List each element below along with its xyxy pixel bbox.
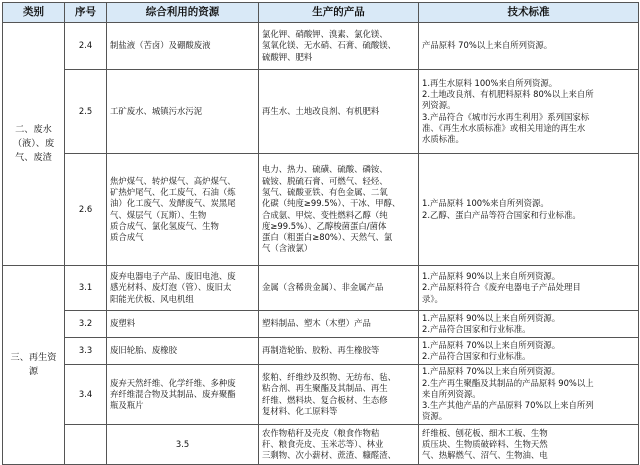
resource-cell xyxy=(107,338,259,365)
product-line: 气、热解燃气、沼气、生物油、电 xyxy=(422,450,548,461)
product-cell xyxy=(259,338,419,365)
row-number: 2.5 xyxy=(65,70,107,154)
resource-cell xyxy=(107,311,259,338)
header-resource: 综合利用的资源 xyxy=(107,3,259,23)
resource-line: 农作物秸秆及壳皮（粮食作物秸 xyxy=(262,427,380,438)
resource-line: 矿热炉尾气、化工废气、石油（炼 xyxy=(110,186,236,197)
product-line: 氢氧化镁、无水硝、石膏、硫酸镁、 xyxy=(262,40,396,51)
standard-cell xyxy=(419,154,639,266)
standard-line: 2.乙醇、蛋白产品等符合国家和行业标准。 xyxy=(422,209,581,220)
product-cell xyxy=(259,23,419,70)
product-line: 再制造轮胎、胶粉、再生橡胶等 xyxy=(262,345,380,356)
product-line: 化碳（纯度≥99.5%）、干冰、甲醇、 xyxy=(262,198,401,209)
product-line: 金属（含稀贵金属）、非金属产品 xyxy=(262,282,384,293)
product-cell xyxy=(259,154,419,266)
standard-line: 产品原料 70%以上来自所列资源。 xyxy=(422,40,553,51)
standard-line: 1.产品原料 100%来自所列资源。 xyxy=(422,198,549,209)
product-line: 硫酸钾、肥料 xyxy=(262,51,313,62)
product-line: 塑料制品、塑木（木塑）产品 xyxy=(262,318,371,329)
standard-line: 1.再生水原料 100%来自所列资源。 xyxy=(422,77,558,88)
table-row xyxy=(3,154,639,266)
row-number: 2.6 xyxy=(65,154,107,266)
table-row xyxy=(3,365,639,425)
category-line: 三、再生资 xyxy=(10,352,57,363)
standard-line: 3.生产其他产品的产品原料 70%以上来自所列 xyxy=(422,400,594,411)
resource-line: 弃纤维混合物及其制品、废弃聚酯 xyxy=(110,388,236,399)
resource-line: 秆、粮食壳皮、玉米芯等）、林业 xyxy=(262,438,384,449)
header-product: 生产的产品 xyxy=(259,3,419,23)
standard-line: 录》。 xyxy=(422,293,443,304)
resource-cell xyxy=(107,365,259,425)
resource-line: 焦炉煤气、转炉煤气、高炉煤气、 xyxy=(110,175,236,186)
product-line: 复材料、化工原料等 xyxy=(262,405,338,416)
resource-cell xyxy=(107,70,259,154)
category-recycled xyxy=(3,266,65,465)
row-number: 3.1 xyxy=(65,266,107,311)
standard-line: 2.产品符合国家和行业标准。 xyxy=(422,351,531,361)
standard-line: 准、《再生水水质标准》或相关用途的再生水 xyxy=(422,122,586,133)
row-number: 3.2 xyxy=(65,311,107,338)
resource-line: 废旧轮胎、废橡胶 xyxy=(110,345,177,356)
standard-cell xyxy=(419,338,639,365)
resource-cell xyxy=(107,23,259,70)
product-line: 度≥99.5%）、乙醇梭菌蛋白/菌体 xyxy=(262,220,387,231)
row-number: 2.4 xyxy=(65,23,107,70)
product-cell xyxy=(259,311,419,338)
standard-line: 1.产品原料 70%以上来自所列资源。 xyxy=(422,339,561,350)
category-line: （液）、废 xyxy=(12,138,55,149)
category-line: 气、废渣 xyxy=(15,152,52,163)
product-cell xyxy=(259,266,419,311)
product-line: 氢气、硫酸亚铁、有色金属、二氧 xyxy=(262,186,388,197)
header-standard: 技术标准 xyxy=(419,3,639,23)
standard-cell xyxy=(419,365,639,425)
resource-cell xyxy=(107,266,259,311)
table-row xyxy=(3,266,639,311)
standard-line: 来自所列资源。 xyxy=(422,388,481,399)
standard-line: 3.产品符合《城市污水再生利用》系列国家标 xyxy=(422,111,590,122)
standard-line: 2.生产再生聚酯及其制品的产品原料 90%以上 xyxy=(422,377,594,388)
standard-cell xyxy=(419,311,639,338)
standard-cell xyxy=(419,70,639,154)
row-number: 3.4 xyxy=(65,365,107,425)
standard-line: 水质标准。 xyxy=(422,134,464,145)
table-row xyxy=(3,70,639,154)
category-line: 二、废水 xyxy=(15,124,52,135)
product-line: 浆粕、纤维纱及织物、无纺布、毡、 xyxy=(262,371,396,382)
header-row xyxy=(3,3,639,23)
resource-line: 油）化工废气、发酵废气、炭黑尾 xyxy=(110,198,236,209)
row-number: 3.5 xyxy=(107,425,259,465)
product-line: 气（含液氯） xyxy=(262,243,313,254)
category-line: 源 xyxy=(28,366,39,377)
product-line: 再生水、土地改良剂、有机肥料 xyxy=(262,105,380,116)
product-line: 硫铵、脱硫石膏、可燃气、轻烃、 xyxy=(262,175,388,186)
resource-line: 气、煤层气（瓦斯）、生物 xyxy=(110,209,207,220)
header-category: 类别 xyxy=(3,3,65,23)
product-line: 氯化钾、硝酸钾、溴素、氯化镁、 xyxy=(262,29,388,40)
product-line: 纤维、燃料块、复合板材、生态修 xyxy=(262,394,388,405)
resource-line: 三剩物、次小薪材、蔗渣、糠醛渣、 xyxy=(262,450,396,461)
standard-line: 资源。 xyxy=(422,411,448,422)
product-line: 合成氨、甲烷、变性燃料乙醇（纯 xyxy=(262,209,388,220)
table-row xyxy=(3,311,639,338)
product-line: 电力、热力、硫磺、硫酸、磷铵、 xyxy=(262,164,388,175)
resource-line: 工矿废水、城镇污水污泥 xyxy=(110,105,203,116)
product-line: 蛋白（粗蛋白≥80%）、天然气、氯 xyxy=(262,232,393,243)
table-row xyxy=(3,23,639,70)
standard-line: 2.土地改良剂、有机肥料原料 80%以上来自所 xyxy=(422,88,594,99)
standard-line: 2.产品原料符合《废弃电器电子产品处理目 xyxy=(422,282,581,293)
standard-line: 列资源。 xyxy=(422,100,456,111)
table-row xyxy=(3,338,639,365)
resource-line: 废弃电器电子产品、废旧电池、废 xyxy=(110,271,236,282)
product-cell xyxy=(259,365,419,425)
resource-line: 质合成气、氯化氢废气、生物 xyxy=(110,220,219,231)
standard-line: 2.产品符合国家和行业标准。 xyxy=(422,324,531,334)
header-number: 序号 xyxy=(65,3,107,23)
resource-line: 感光材料、废灯泡（管）、废旧太 xyxy=(110,282,232,293)
standard-line: 1.产品原料 90%以上来自所列资源。 xyxy=(422,312,561,323)
product-line: 粘合剂、再生聚酯及其制品、再生 xyxy=(262,383,388,394)
standard-line: 1.产品原料 90%以上来自所列资源。 xyxy=(422,271,561,282)
resource-line: 废弃天然纤维、化学纤维、多种废 xyxy=(110,377,236,388)
resource-table xyxy=(2,2,639,465)
product-line: 质压块、生物质破碎料、生物天然 xyxy=(422,438,548,449)
resource-line: 阳能光伏板、风电机组 xyxy=(110,293,194,304)
resource-line: 制盐液（苦卤）及硼酸废液 xyxy=(110,40,211,51)
resource-line: 瓶及瓶片 xyxy=(110,400,144,411)
category-waste xyxy=(3,23,65,266)
standard-line: 1.产品原料 70%以上来自所列资源。 xyxy=(422,366,561,377)
product-cell xyxy=(259,70,419,154)
standard-cell xyxy=(419,23,639,70)
resource-line: 质合成气 xyxy=(110,232,144,243)
resource-line: 废塑料 xyxy=(110,318,136,329)
resource-cell xyxy=(107,154,259,266)
product-line: 纤维板、刨花板、细木工板、生物 xyxy=(422,427,548,438)
standard-cell xyxy=(419,266,639,311)
row-number: 3.3 xyxy=(65,338,107,365)
